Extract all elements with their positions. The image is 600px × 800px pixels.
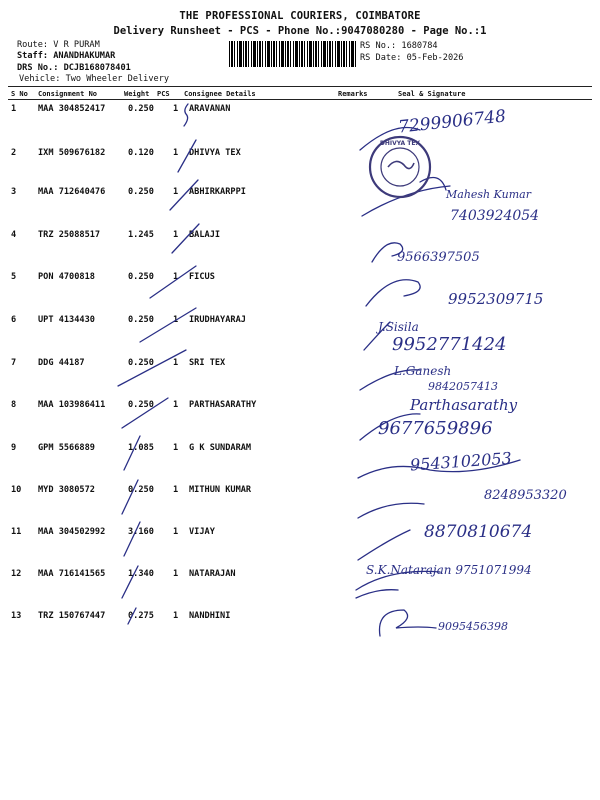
handwritten-phone: 9842057413	[428, 380, 498, 393]
runsheet-subtitle: Delivery Runsheet - PCS - Phone No.:9047080280 - Page No.:1	[113, 25, 487, 37]
row-consignment: MAA 304852417	[38, 104, 106, 114]
row-pcs: 1	[173, 230, 179, 240]
col-weight: Weight	[124, 90, 150, 98]
header-rule-bottom	[8, 99, 592, 100]
handwritten-name: Mahesh Kumar	[446, 188, 531, 201]
row-consignment: IXM 509676182	[38, 148, 106, 158]
row-sno: 1	[11, 104, 17, 114]
row-weight: 0.250	[128, 187, 154, 197]
handwritten-phone: 9543102053	[409, 448, 513, 475]
row-pcs: 1	[173, 569, 179, 579]
row-consignee: VIJAY	[189, 527, 215, 537]
row-consignee: G K SUNDARAM	[189, 443, 252, 453]
row-sno: 2	[11, 148, 17, 158]
col-consignment: Consignment No	[38, 90, 98, 98]
row-sno: 4	[11, 230, 17, 240]
row-weight: 1.245	[128, 230, 154, 240]
row-weight: 0.120	[128, 148, 154, 158]
handwritten-phone: 7299906748	[397, 106, 507, 138]
row-pcs: 1	[173, 187, 179, 197]
row-sno: 3	[11, 187, 17, 197]
row-consignee: NATARAJAN	[189, 569, 236, 579]
stamp-text: DHIVYA TEX	[379, 140, 421, 147]
row-consignment: PON 4700818	[38, 272, 95, 282]
row-sno: 10	[11, 485, 22, 495]
handwritten-phone: 9095456398	[438, 620, 508, 633]
row-pcs: 1	[173, 443, 179, 453]
staff-label: Staff: ANANDHAKUMAR	[17, 51, 116, 61]
row-weight: 0.250	[128, 315, 154, 325]
row-consignee: ABHIRKARPPI	[189, 187, 246, 197]
row-consignment: DDG 44187	[38, 358, 85, 368]
row-sno: 9	[11, 443, 17, 453]
row-weight: 1.340	[128, 569, 154, 579]
route-label: Route: V R PURAM	[17, 40, 100, 50]
row-pcs: 1	[173, 104, 179, 114]
row-pcs: 1	[173, 358, 179, 368]
row-consignment: MYD 3080572	[38, 485, 95, 495]
table-row	[0, 272, 600, 292]
rs-number: RS No.: 1680784	[360, 41, 438, 51]
vehicle-label: Vehicle: Two Wheeler Delivery	[19, 74, 170, 84]
row-consignee: MITHUN KUMAR	[189, 485, 252, 495]
row-consignment: MAA 103986411	[38, 400, 106, 410]
table-row	[0, 104, 600, 124]
row-weight: 0.250	[128, 358, 154, 368]
row-consignment: TRZ 25088517	[38, 230, 101, 240]
row-weight: 0.250	[128, 104, 154, 114]
col-seal-signature: Seal & Signature	[398, 90, 466, 98]
row-consignee: ARAVANAN	[189, 104, 231, 114]
row-pcs: 1	[173, 400, 179, 410]
table-row	[0, 358, 600, 378]
row-sno: 8	[11, 400, 17, 410]
row-pcs: 1	[173, 485, 179, 495]
row-consignment: MAA 716141565	[38, 569, 106, 579]
row-weight: 0.250	[128, 485, 154, 495]
col-sno: S No	[11, 90, 28, 98]
row-weight: 0.250	[128, 400, 154, 410]
row-consignee: PARTHASARATHY	[189, 400, 257, 410]
row-weight: 0.250	[128, 272, 154, 282]
row-sno: 11	[11, 527, 22, 537]
barcode	[229, 41, 357, 67]
row-sno: 12	[11, 569, 22, 579]
handwritten-phone: 9677659896	[378, 418, 493, 439]
row-consignee: FICUS	[189, 272, 215, 282]
drs-label: DRS No.: DCJB168078401	[17, 63, 131, 73]
row-pcs: 1	[173, 527, 179, 537]
row-consignee: NANDHINI	[189, 611, 231, 621]
row-sno: 6	[11, 315, 17, 325]
row-consignment: GPM 5566889	[38, 443, 95, 453]
row-weight: 0.275	[128, 611, 154, 621]
handwritten-name: J.Sisila	[378, 320, 419, 334]
handwritten-name: L.Ganesh	[394, 364, 452, 378]
row-consignment: TRZ 150767447	[38, 611, 106, 621]
row-weight: 3.160	[128, 527, 154, 537]
row-pcs: 1	[173, 315, 179, 325]
handwritten-phone: 8248953320	[484, 488, 567, 503]
row-consignment: MAA 712640476	[38, 187, 106, 197]
row-sno: 7	[11, 358, 17, 368]
handwritten-phone: 9952309715	[448, 290, 544, 308]
row-consignment: UPT 4134430	[38, 315, 95, 325]
handwritten-phone: 9952771424	[392, 334, 507, 355]
col-pcs: PCS	[157, 90, 170, 98]
header-rule-top	[8, 86, 592, 87]
row-consignee: DHIVYA TEX	[189, 148, 241, 158]
table-row	[0, 230, 600, 250]
row-weight: 1.085	[128, 443, 154, 453]
row-consignment: MAA 304502992	[38, 527, 106, 537]
company-title: THE PROFESSIONAL COURIERS, COIMBATORE	[179, 10, 421, 22]
row-sno: 13	[11, 611, 22, 621]
table-row	[0, 611, 600, 631]
row-consignee: SRI TEX	[189, 358, 226, 368]
col-consignee: Consignee Details	[184, 90, 256, 98]
handwritten-phone: 9566397505	[397, 250, 480, 265]
handwritten-phone: 8870810674	[424, 522, 533, 542]
table-row	[0, 148, 600, 168]
table-row	[0, 315, 600, 335]
row-pcs: 1	[173, 272, 179, 282]
row-pcs: 1	[173, 611, 179, 621]
row-consignee: BALAJI	[189, 230, 221, 240]
rs-date: RS Date: 05-Feb-2026	[360, 53, 464, 63]
row-consignee: IRUDHAYARAJ	[189, 315, 246, 325]
row-pcs: 1	[173, 148, 179, 158]
handwritten-phone: 7403924054	[450, 208, 540, 224]
handwritten-phone: S.K.Natarajan 9751071994	[366, 563, 532, 577]
col-remarks: Remarks	[338, 90, 368, 98]
handwritten-name: Parthasarathy	[410, 396, 518, 414]
row-sno: 5	[11, 272, 17, 282]
